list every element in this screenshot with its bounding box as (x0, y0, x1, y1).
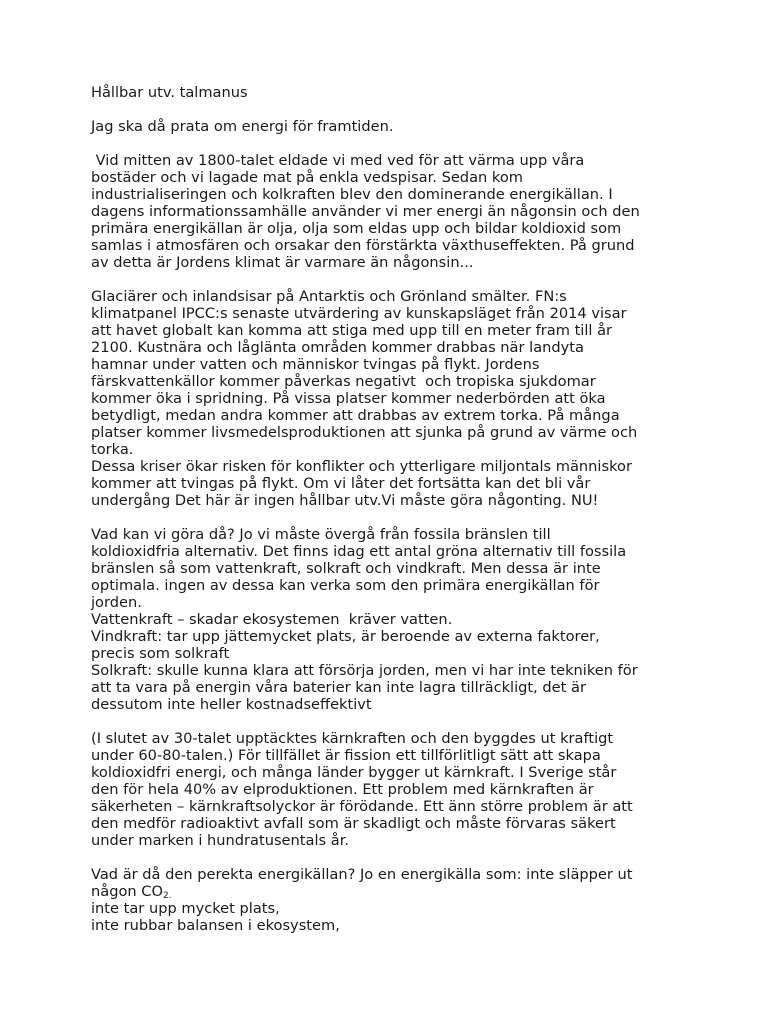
text-line: torka. (91, 441, 134, 458)
co2-text: någon CO (91, 883, 163, 900)
spacer (91, 101, 691, 118)
text-line: bostäder och vi lagade mat på enkla vedspisar. Sedan kom (91, 169, 523, 186)
document-title: Hållbar utv. talmanus (91, 84, 248, 101)
text-line: att ta vara på energin våra baterier kan inte lagra tillräckligt, det är (91, 679, 586, 696)
text-line: att havet globalt kan komma att stiga med upp till en meter fram till år (91, 322, 613, 339)
text-line: under marken i hundratusentals år. (91, 832, 349, 849)
text-line: jorden. (91, 594, 142, 611)
text-line: optimala. ingen av dessa kan verka som den primära energikällan för (91, 577, 600, 594)
text-line: säkerheten – kärnkraftsolyckor är förödande. Ett änn större problem är att (91, 798, 633, 815)
text-line: klimatpanel IPCC:s senaste utvärdering av kunskapsläget från 2014 visar (91, 305, 627, 322)
text-line: koldioxidfria alternativ. Det finns idag ett antal gröna alternativ till fossila (91, 543, 627, 560)
text-line: kommer öka i spridning. På vissa platser kommer nederbörden att öka (91, 390, 606, 407)
paragraph-alternatives (91, 526, 691, 713)
paragraph-consequences (91, 288, 691, 509)
text-line: platser kommer livsmedelsproduktionen att sjunka på grund av värme och (91, 424, 638, 441)
text-line: samlas i atmosfären och orsakar den förstärkta växthuseffekten. På grund (91, 237, 635, 254)
text-line: (I slutet av 30-talet upptäcktes kärnkraften och den byggdes ut kraftigt (91, 730, 614, 747)
text-line: Dessa kriser ökar risken för konflikter och ytterligare miljontals människor (91, 458, 632, 475)
text-line: färskvattenkällor kommer påverkas negativt och tropiska sjukdomar (91, 373, 596, 390)
spacer (91, 849, 691, 866)
document-page (91, 84, 691, 934)
paragraph-nuclear (91, 730, 691, 849)
text-line: Solkraft: skulle kunna klara att försörja jorden, men vi har inte tekniken för (91, 662, 638, 679)
paragraph-perfect-source (91, 866, 691, 934)
text-line: bränslen så som vattenkraft, solkraft och vindkraft. Men dessa är inte (91, 560, 601, 577)
spacer (91, 271, 691, 288)
text-line: betydligt, medan andra kommer att drabbas av extrem torka. På många (91, 407, 620, 424)
text-line: Vad kan vi göra då? Jo vi måste övergå från fossila bränslen till (91, 526, 551, 543)
text-line: av detta är Jordens klimat är varmare än någonsin... (91, 254, 474, 271)
spacer (91, 509, 691, 526)
spacer (91, 135, 691, 152)
text-line: den för hela 40% av elproduktionen. Ett problem med kärnkraften är (91, 781, 594, 798)
text-line: Vattenkraft – skadar ekosystemen kräver vatten. (91, 611, 453, 628)
text-line: dagens informationssamhälle använder vi mer energi än någonsin och den (91, 203, 640, 220)
text-line: den medför radioaktivt avfall som är skadligt och måste förvaras säkert (91, 815, 616, 832)
text-line: dessutom inte heller kostnadseffektivt (91, 696, 372, 713)
text-line: inte rubbar balansen i ekosystem, (91, 917, 340, 934)
text-line: primära energikällan är olja, olja som eldas upp och bildar koldioxid som (91, 220, 622, 237)
text-line: under 60-80-talen.) För tillfället är fission ett tillförlitligt sätt att skapa (91, 747, 601, 764)
text-line: hamnar under vatten och människor tvingas på flykt. Jordens (91, 356, 540, 373)
text-line: koldioxidfri energi, och många länder bygger ut kärnkraft. I Sverige står (91, 764, 617, 781)
text-line: kommer att tvingas på flykt. Om vi låter det fortsätta kan det bli vår (91, 475, 591, 492)
spacer (91, 713, 691, 730)
text-line: Vindkraft: tar upp jättemycket plats, är beroende av externa faktorer, (91, 628, 600, 645)
text-line-co2 (91, 883, 691, 900)
intro-line: Jag ska då prata om energi för framtiden. (91, 118, 394, 135)
paragraph-history (91, 152, 691, 271)
text-line: Vid mitten av 1800-talet eldade vi med ved för att värma upp våra (91, 152, 585, 169)
co2-subscript: 2. (162, 891, 172, 901)
text-line: Vad är då den perekta energikällan? Jo en energikälla som: inte släpper ut (91, 866, 633, 883)
text-line: undergång Det här är ingen hållbar utv.Vi måste göra någonting. NU! (91, 492, 599, 509)
text-line: precis som solkraft (91, 645, 230, 662)
text-line: Glaciärer och inlandsisar på Antarktis och Grönland smälter. FN:s (91, 288, 567, 305)
text-line: industrialiseringen och kolkraften blev den dominerande energikällan. I (91, 186, 613, 203)
text-line: inte tar upp mycket plats, (91, 900, 280, 917)
text-line: 2100. Kustnära och låglänta områden kommer drabbas när landyta (91, 339, 584, 356)
